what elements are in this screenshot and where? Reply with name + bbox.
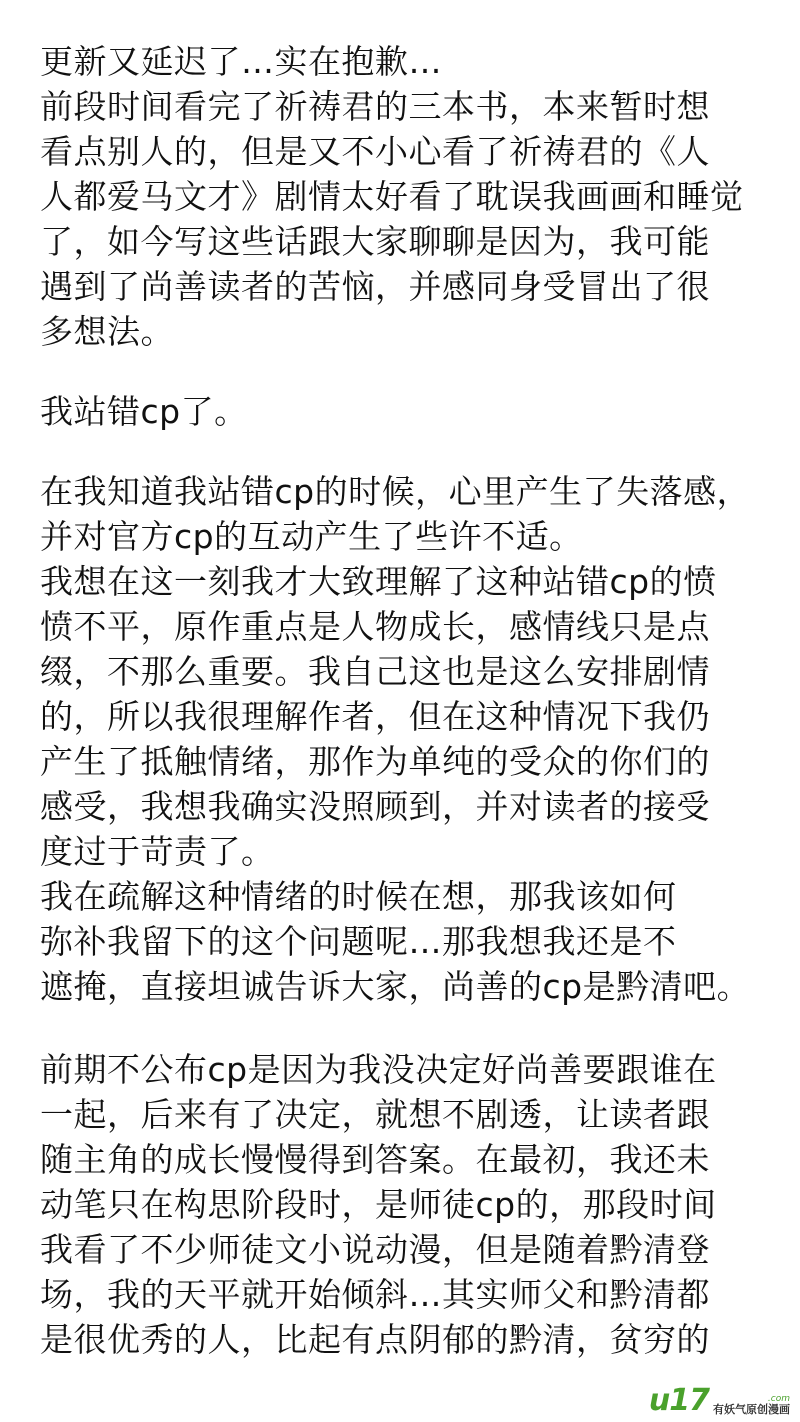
u17-logo: u17 (648, 1383, 709, 1418)
text-line: 一起，后来有了决定，就想不剧透，让读者跟 (40, 1095, 710, 1134)
text-line: 并对官方cp的互动产生了些许不适。 (40, 517, 583, 556)
watermark-slogan: 有妖气原创漫画 (713, 1403, 790, 1416)
text-line: 我看了不少师徒文小说动漫，但是随着黔清登 (40, 1230, 710, 1269)
text-line: 产生了抵触情绪，那作为单纯的受众的你们的 (40, 742, 710, 781)
watermark-text (713, 1394, 790, 1416)
text-line: 场，我的天平就开始倾斜…其实师父和黔清都 (40, 1275, 710, 1314)
text-line: 弥补我留下的这个问题呢…那我想我还是不 (40, 922, 677, 961)
text-line: 更新又延迟了…实在抱歉… (40, 42, 442, 81)
text-line: 遮掩，直接坦诚告诉大家，尚善的cp是黔清吧。 (40, 967, 751, 1006)
text-line: 在我知道我站错cp的时候，心里产生了失落感， (40, 472, 751, 511)
text-line: 遇到了尚善读者的苦恼，并感同身受冒出了很 (40, 267, 710, 306)
text-line: 多想法。 (40, 312, 174, 351)
text-line: 愤不平，原作重点是人物成长，感情线只是点 (40, 607, 710, 646)
text-line: 人都爱马文才》剧情太好看了耽误我画画和睡觉 (40, 177, 744, 216)
watermark-domain: .com (767, 1394, 790, 1404)
text-line: 我在疏解这种情绪的时候在想，那我该如何 (40, 877, 677, 916)
text-line: 了，如今写这些话跟大家聊聊是因为，我可能 (40, 222, 710, 261)
text-line: 感受，我想我确实没照顾到，并对读者的接受 (40, 787, 710, 826)
text-line: 看点别人的，但是又不小心看了祈祷君的《人 (40, 132, 710, 171)
text-line: 随主角的成长慢慢得到答案。在最初，我还未 (40, 1140, 710, 1179)
text-line: 前期不公布cp是因为我没决定好尚善要跟谁在 (40, 1050, 717, 1089)
text-line: 的，所以我很理解作者，但在这种情况下我仍 (40, 697, 710, 736)
text-line: 度过于苛责了。 (40, 832, 275, 871)
text-line: 是很优秀的人，比起有点阴郁的黔清，贫穷的 (40, 1320, 710, 1359)
text-line: 我想在这一刻我才大致理解了这种站错cp的愤 (40, 562, 717, 601)
text-line: 前段时间看完了祈祷君的三本书，本来暂时想 (40, 87, 710, 126)
text-line: 我站错cp了。 (40, 392, 248, 431)
text-line: 缀，不那么重要。我自己这也是这么安排剧情 (40, 652, 710, 691)
text-line: 动笔只在构思阶段时，是师徒cp的，那段时间 (40, 1185, 717, 1224)
u17-watermark (648, 1383, 790, 1418)
